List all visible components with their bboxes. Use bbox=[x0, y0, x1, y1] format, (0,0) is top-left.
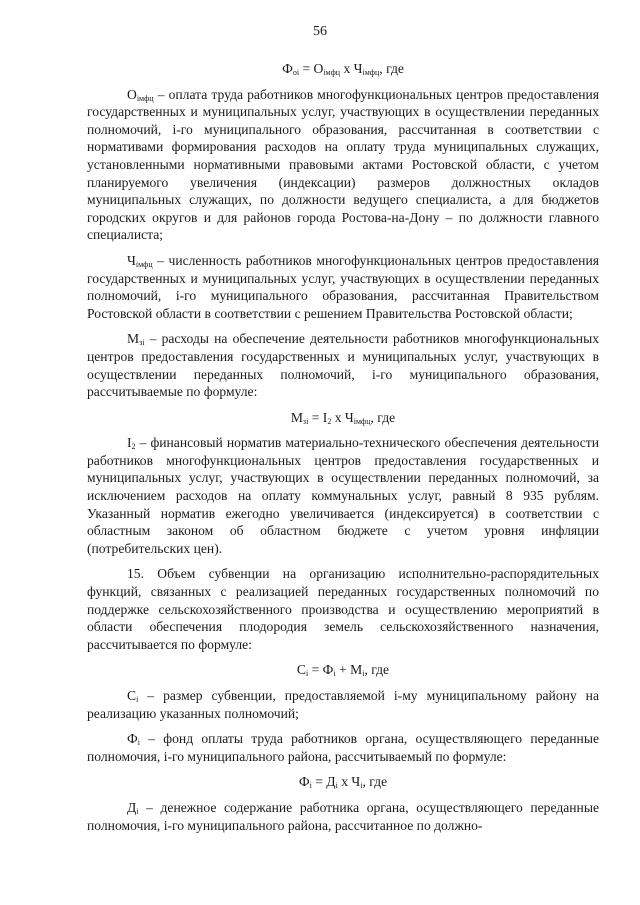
text-run: Ч bbox=[127, 252, 136, 268]
text-run: х Ч bbox=[331, 409, 354, 425]
subscript: i bbox=[335, 781, 338, 791]
text-run: Ф bbox=[298, 774, 310, 790]
text-run: О bbox=[127, 86, 137, 102]
text-run: Ф bbox=[282, 61, 293, 76]
subscript: i bbox=[360, 781, 363, 791]
subscript: i bbox=[136, 806, 139, 816]
text-run: С bbox=[296, 662, 306, 678]
subscript: зi bbox=[302, 416, 309, 426]
subscript: зi bbox=[139, 338, 145, 348]
subscript: i bbox=[333, 669, 336, 679]
subscript: 2 bbox=[131, 442, 136, 452]
subscript: оi bbox=[292, 68, 300, 77]
text-run: М bbox=[127, 331, 140, 347]
subscript: i bbox=[362, 669, 365, 679]
formula bbox=[87, 773, 599, 791]
subscript: i bbox=[305, 669, 309, 679]
formula bbox=[87, 409, 599, 427]
text-run: Д bbox=[127, 799, 137, 815]
paragraph bbox=[87, 434, 599, 557]
subscript: iмфц bbox=[136, 93, 154, 103]
subscript: i bbox=[136, 695, 139, 704]
text-run: – оплата труда работников многофункциональных центров предоставления государственных и муниципальных услуг, участвующих в осуществлении переданных полномочий, i-го муниципального образования, рассчитанная в соответствии с нормативами формирования расходов на оплату труда муниципальных служащих, установленными нормативными правовыми актами Ростовской области, с учетом планируемого увеличения (индексации) размеров должностных окладов муниципальных служащих, по должности ведущего специалиста, а для бюджетов городских округов и для районов города Ростова-на-Дону – по должности главного специалиста; bbox=[87, 86, 599, 243]
text-run: – денежное содержание работника органа, осуществляющего переданные полномочия, i-го муниципального района, рассчитанное по должно- bbox=[87, 799, 599, 833]
text-run: – численность работников многофункциональных центров предоставления государственных и муниципальных услуг, участвующих в осуществлении переданных полномочий, i-го муниципального образования, рассчитанная Правительством Ростовской области в соответствии с решением Правительства Ростовской области; bbox=[87, 252, 599, 321]
formula bbox=[87, 661, 599, 679]
document-body bbox=[87, 60, 599, 842]
subscript: iмфц bbox=[323, 68, 341, 77]
subscript: i bbox=[309, 781, 312, 791]
paragraph bbox=[87, 687, 599, 722]
paragraph bbox=[87, 730, 599, 765]
text-run: = О bbox=[299, 61, 324, 76]
text-run: – размер субвенции, предоставляемой i-му муниципальному району на реализацию указанных полномочий; bbox=[87, 688, 599, 721]
paragraph bbox=[87, 86, 599, 244]
text-run: – фонд оплаты труда работников органа, осуществляющего переданные полномочия, i-го муниципального района, рассчитываемый по формуле: bbox=[87, 731, 599, 764]
paragraph bbox=[87, 565, 599, 653]
text-run: I bbox=[127, 435, 132, 451]
text-run: = I bbox=[308, 409, 328, 425]
text-run: + М bbox=[335, 662, 363, 678]
subscript: 2 bbox=[327, 416, 332, 426]
text-run: х Ч bbox=[340, 61, 363, 76]
page-number: 56 bbox=[313, 24, 327, 39]
formula bbox=[87, 60, 599, 78]
text-run: = Д bbox=[311, 774, 336, 790]
subscript: i bbox=[137, 738, 140, 748]
text-run: М bbox=[290, 409, 303, 425]
paragraph bbox=[87, 330, 599, 400]
paragraph bbox=[87, 799, 599, 834]
text-run: , где bbox=[370, 409, 396, 425]
paragraph bbox=[87, 252, 599, 322]
text-run: , где bbox=[364, 662, 390, 678]
subscript: iмфц bbox=[353, 416, 371, 426]
text-run: Ф bbox=[127, 731, 138, 747]
subscript: iмфц bbox=[135, 259, 153, 269]
text-run: = Ф bbox=[308, 662, 334, 678]
text-run: , где bbox=[362, 774, 388, 790]
text-run: 15. Объем субвенции на организацию исполнительно-распорядительных функций, связанных с реализацией переданных государственных полномочий по поддержке сельскохозяйственного производства и осуществлению мероприятий в области обеспечения плодородия земель сельскохозяйственного назначения, рассчитывается по формуле: bbox=[87, 566, 599, 652]
subscript: iмфц bbox=[362, 68, 380, 77]
text-run: , где bbox=[379, 61, 404, 76]
text-run: х Ч bbox=[337, 774, 361, 790]
text-run: – финансовый норматив материально-технического обеспечения деятельности работников многофункциональных центров предоставления государственных и муниципальных услуг, участвующих в осуществлении переданных полномочий, за исключением расходов на оплату коммунальных услуг, равный 8 935 рублям. Указанный норматив ежегодно увеличивается (индексируется) в соответствии с областным законом об областном бюджете с учетом уровня инфляции (потребительских цен). bbox=[87, 435, 599, 556]
text-run: С bbox=[127, 688, 137, 703]
text-run: – расходы на обеспечение деятельности работников многофункциональных центров предоставления государственных и муниципальных услуг, участвующих в осуществлении переданных полномочий, i-го муниципального образования, рассчитываемые по формуле: bbox=[87, 331, 599, 400]
